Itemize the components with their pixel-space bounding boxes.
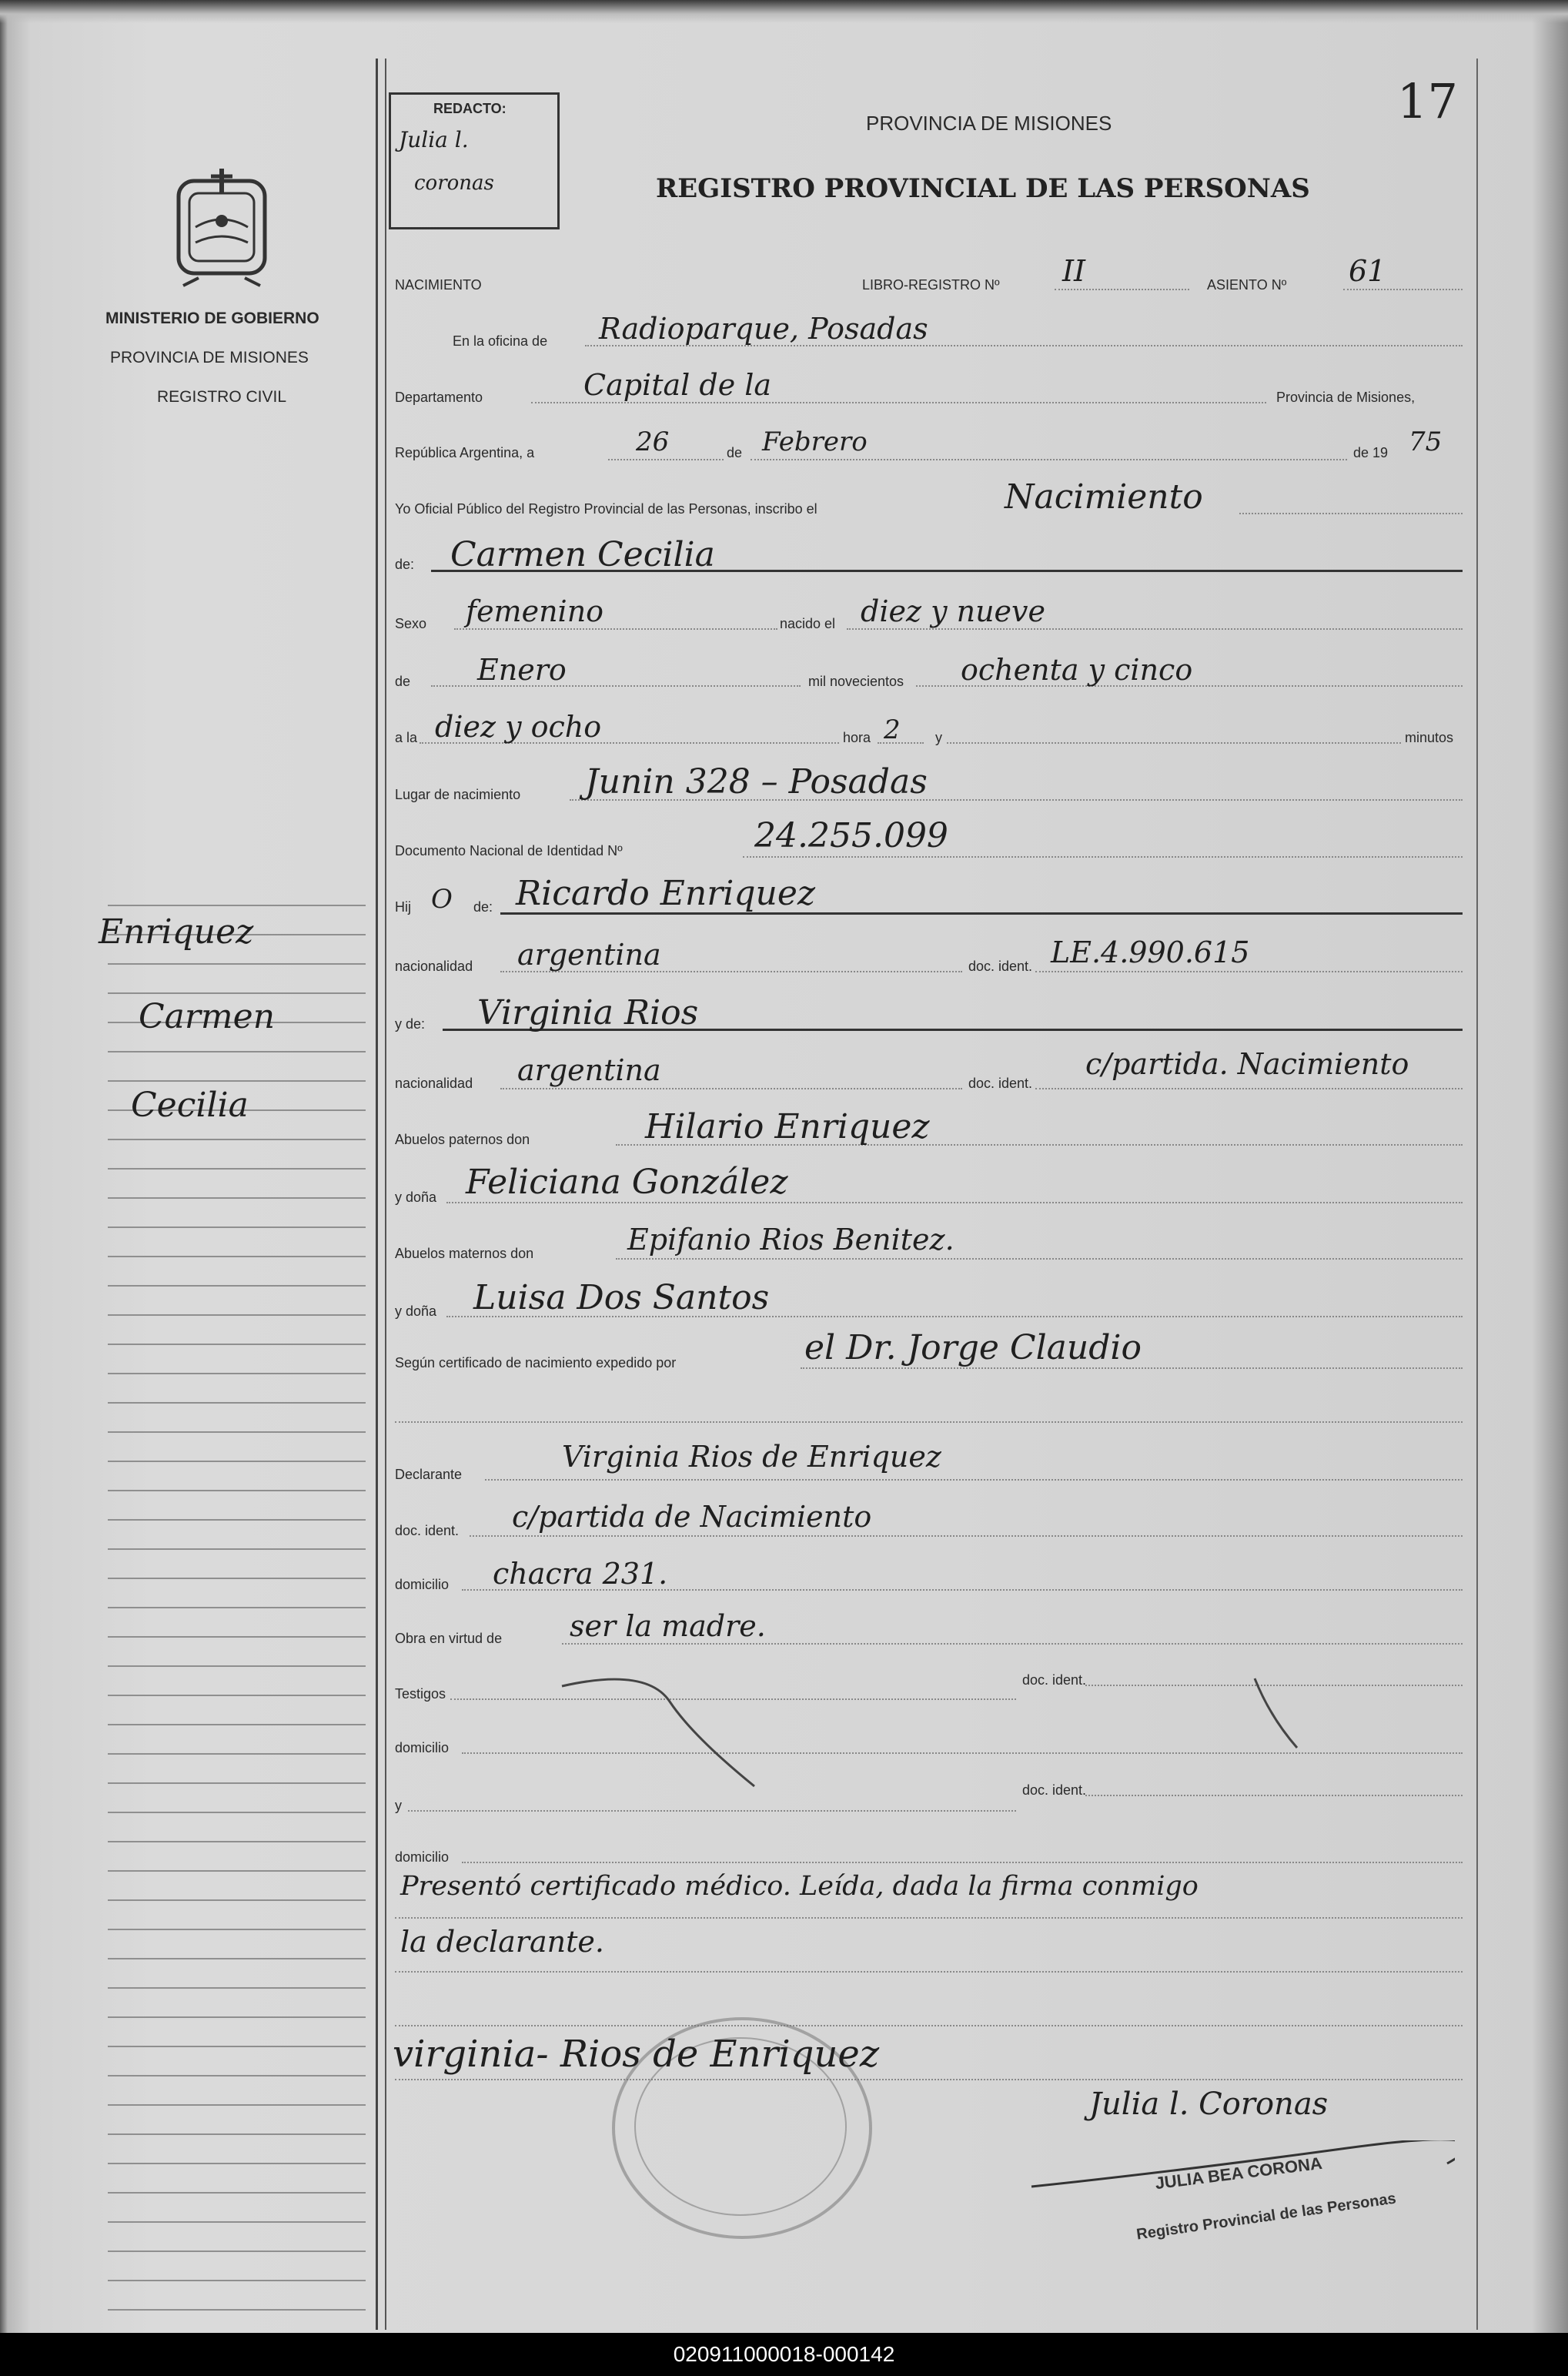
margin-surname: Enriquez bbox=[99, 912, 254, 952]
margin-rule-line bbox=[108, 1226, 366, 1228]
form-rule-line bbox=[408, 1810, 1016, 1812]
redacto-name-line1: Julia l. bbox=[399, 127, 469, 152]
label-lugar: Lugar de nacimiento bbox=[395, 787, 521, 802]
form-rule-line bbox=[485, 1479, 1463, 1481]
label-obra: Obra en virtud de bbox=[395, 1631, 503, 1646]
label-documento: Documento Nacional de Identidad Nº bbox=[395, 843, 623, 858]
margin-rule-line bbox=[108, 1197, 366, 1199]
header-registry: REGISTRO PROVINCIAL DE LAS PERSONAS bbox=[656, 173, 1310, 204]
margin-rule-line bbox=[108, 992, 366, 994]
label-minutos: minutos bbox=[1405, 730, 1454, 745]
signature-oficial: Julia l. Coronas bbox=[1089, 2087, 1329, 2122]
margin-rule-line bbox=[108, 1753, 366, 1755]
label-y-dona-pat: y doña bbox=[395, 1190, 437, 1205]
label-de-anio: de 19 bbox=[1353, 445, 1389, 460]
value-mes: Febrero bbox=[762, 427, 868, 457]
label-de-nombre: de: bbox=[395, 557, 415, 572]
value-abuela-pat: Feliciana González bbox=[466, 1163, 788, 1202]
value-dia: 26 bbox=[636, 427, 670, 457]
label-mil-novecientos: mil novecientos bbox=[808, 674, 904, 689]
form-rule-line bbox=[947, 742, 1401, 744]
value-obra: ser la madre. bbox=[570, 1609, 766, 1643]
label-nacionalidad-padre: nacionalidad bbox=[395, 959, 473, 974]
form-rule-line bbox=[1343, 289, 1463, 290]
margin-rule-line bbox=[108, 2192, 366, 2194]
value-hijo-letra: O bbox=[431, 884, 453, 915]
form-rule-line bbox=[395, 1421, 1463, 1423]
form-rule-line bbox=[395, 2079, 1463, 2080]
margin-rule-line bbox=[108, 1899, 366, 1901]
value-dni: 24.255.099 bbox=[754, 816, 948, 855]
label-de-mes-nac: de bbox=[395, 674, 411, 689]
margin-rule-line bbox=[108, 1695, 366, 1696]
value-libro: II bbox=[1062, 254, 1086, 288]
form-rule-line bbox=[751, 459, 1347, 460]
value-nota1: Presentó certificado médico. Leída, dada la firma conmigo bbox=[400, 1871, 1199, 1902]
label-departamento: Departamento bbox=[395, 390, 483, 405]
margin-rule-line bbox=[108, 2133, 366, 2135]
margin-rule-line bbox=[108, 1139, 366, 1140]
margin-rule-line bbox=[108, 1402, 366, 1404]
redacto-name-line2: coronas bbox=[414, 172, 494, 195]
institution-ministry: MINISTERIO DE GOBIERNO bbox=[105, 310, 319, 327]
value-acto: Nacimiento bbox=[1005, 477, 1203, 517]
margin-rule-line bbox=[108, 1929, 366, 1930]
margin-rule-line bbox=[108, 1782, 366, 1784]
margin-rule-line bbox=[108, 1051, 366, 1052]
label-domicilio: domicilio bbox=[395, 1577, 450, 1592]
value-nota2: la declarante. bbox=[400, 1925, 604, 1959]
label-y-testigo2: y bbox=[395, 1798, 402, 1813]
label-hora: hora bbox=[843, 730, 871, 745]
label-doc-ident-madre: doc. ident. bbox=[968, 1076, 1033, 1091]
margin-rule-line bbox=[108, 1344, 366, 1345]
margin-rule-line bbox=[108, 1987, 366, 1989]
label-a-las: a la bbox=[395, 730, 418, 745]
page-top-shadow bbox=[0, 0, 1568, 23]
form-rule-line bbox=[1035, 1088, 1463, 1089]
form-rule-line bbox=[454, 628, 777, 630]
value-declarante-doc: c/partida de Nacimiento bbox=[512, 1500, 872, 1534]
margin-rule-line bbox=[108, 1841, 366, 1842]
label-abuelos-paternos: Abuelos paternos don bbox=[395, 1132, 530, 1147]
margin-rule-line bbox=[108, 2251, 366, 2252]
document-id-footer: 020911000018-000142 bbox=[0, 2333, 1568, 2376]
label-de-mes: de bbox=[727, 445, 743, 460]
form-rule-line bbox=[500, 1088, 962, 1089]
margin-divider bbox=[376, 59, 378, 2330]
value-declarante: Virginia Rios de Enriquez bbox=[562, 1440, 941, 1474]
form-rule-line bbox=[616, 1258, 1463, 1260]
value-padre: Ricardo Enriquez bbox=[516, 874, 816, 913]
coat-of-arms-icon bbox=[168, 166, 276, 289]
form-rule-line bbox=[395, 1917, 1463, 1919]
margin-rule-line bbox=[108, 2163, 366, 2164]
form-rule-line bbox=[470, 1535, 1463, 1537]
margin-rule-line bbox=[108, 1519, 366, 1521]
label-nacido-el: nacido el bbox=[780, 616, 836, 631]
value-domicilio: chacra 231. bbox=[493, 1557, 668, 1591]
value-hora-nac: diez y ocho bbox=[435, 710, 602, 744]
value-abuela-mat: Luisa Dos Santos bbox=[473, 1278, 770, 1317]
label-asiento: ASIENTO Nº bbox=[1207, 277, 1287, 293]
margin-rule-line bbox=[108, 1548, 366, 1550]
margin-rule-line bbox=[108, 1314, 366, 1316]
label-republica: República Argentina, a bbox=[395, 445, 535, 460]
signature-declarante: virginia- Rios de Enriquez bbox=[393, 2033, 880, 2076]
label-segun: Según certificado de nacimiento expedido por bbox=[395, 1355, 677, 1370]
form-rule-line bbox=[1035, 971, 1463, 972]
value-padre-nac: argentina bbox=[517, 938, 661, 972]
margin-rule-line bbox=[108, 905, 366, 906]
margin-rule-line bbox=[108, 1461, 366, 1462]
header-province: PROVINCIA DE MISIONES bbox=[866, 112, 1112, 135]
margin-rule-line bbox=[108, 1665, 366, 1667]
label-sexo: Sexo bbox=[395, 616, 427, 631]
label-doc-ident-declarante: doc. ident. bbox=[395, 1523, 460, 1538]
margin-rule-line bbox=[108, 1724, 366, 1725]
label-nacionalidad-madre: nacionalidad bbox=[395, 1076, 473, 1091]
value-departamento: Capital de la bbox=[583, 368, 772, 402]
label-de-padre: de: bbox=[473, 899, 493, 915]
redacto-label: REDACTO: bbox=[433, 101, 507, 116]
value-abuelo-mat: Epifanio Rios Benitez. bbox=[627, 1223, 955, 1257]
margin-divider-inner bbox=[385, 59, 386, 2330]
margin-name1: Carmen bbox=[139, 997, 276, 1036]
value-asiento: 61 bbox=[1349, 254, 1386, 288]
label-declarante: Declarante bbox=[395, 1467, 463, 1482]
form-rule-line bbox=[446, 1202, 1463, 1203]
right-frame-line bbox=[1476, 59, 1478, 2330]
institution-registry: REGISTRO CIVIL bbox=[157, 388, 287, 406]
label-oficina: En la oficina de bbox=[453, 333, 548, 349]
margin-rule-line bbox=[108, 2046, 366, 2047]
value-hora-num: 2 bbox=[884, 714, 901, 745]
margin-rule-line bbox=[108, 1958, 366, 1959]
value-madre-nac: argentina bbox=[517, 1053, 661, 1087]
margin-rule-line bbox=[108, 1578, 366, 1579]
margin-rule-line bbox=[108, 2016, 366, 2018]
value-nacido-el: diez y nueve bbox=[861, 594, 1046, 628]
value-mes-nac: Enero bbox=[477, 653, 567, 687]
value-certificado: el Dr. Jorge Claudio bbox=[804, 1328, 1142, 1367]
margin-rule-line bbox=[108, 1080, 366, 1082]
value-padre-doc: LE.4.990.615 bbox=[1051, 935, 1250, 969]
value-oficina: Radioparque, Posadas bbox=[599, 312, 928, 346]
label-hij: Hij bbox=[395, 899, 411, 915]
margin-rule-line bbox=[108, 2075, 366, 2076]
label-y-min: y bbox=[935, 730, 942, 745]
form-rule-line bbox=[395, 1971, 1463, 1973]
value-anio-nac: ochenta y cinco bbox=[961, 653, 1193, 687]
form-rule-line bbox=[462, 1862, 1463, 1863]
margin-rule-line bbox=[108, 1285, 366, 1287]
label-testigos: Testigos bbox=[395, 1686, 446, 1702]
label-doc-ident-padre: doc. ident. bbox=[968, 959, 1033, 974]
margin-rule-line bbox=[108, 2221, 366, 2223]
value-madre-doc: c/partida. Nacimiento bbox=[1085, 1047, 1409, 1081]
margin-rule-line bbox=[108, 963, 366, 965]
redacto-box bbox=[389, 92, 560, 229]
form-rule-line bbox=[562, 1643, 1463, 1645]
margin-rule-line bbox=[108, 1490, 366, 1491]
value-nombre: Carmen Cecilia bbox=[450, 535, 715, 574]
value-sexo: femenino bbox=[466, 594, 604, 628]
label-abuelos-maternos: Abuelos maternos don bbox=[395, 1246, 534, 1261]
margin-rule-line bbox=[108, 2104, 366, 2106]
label-domicilio-testigo1: domicilio bbox=[395, 1740, 450, 1755]
label-doc-ident-testigo1: doc. ident. bbox=[1022, 1672, 1087, 1688]
margin-rule-line bbox=[108, 1373, 366, 1374]
stamp-official-name: JULIA BEA CORONA bbox=[1154, 2153, 1324, 2194]
form-rule-line bbox=[801, 1367, 1463, 1369]
margin-rule-line bbox=[108, 1870, 366, 1872]
margin-rule-line bbox=[108, 1607, 366, 1608]
form-rule-line bbox=[847, 628, 1463, 630]
form-rule-line bbox=[1055, 289, 1189, 290]
page-number: 17 bbox=[1397, 73, 1458, 129]
institution-province: PROVINCIA DE MISIONES bbox=[110, 349, 309, 366]
form-rule-line bbox=[608, 459, 724, 460]
value-lugar: Junin 328 – Posadas bbox=[585, 762, 928, 801]
label-y-de-madre: y de: bbox=[395, 1016, 426, 1032]
form-rule-line bbox=[395, 2025, 1463, 2026]
margin-name2: Cecilia bbox=[131, 1086, 249, 1125]
label-yo-oficial: Yo Oficial Público del Registro Provincial de las Personas, inscribo el bbox=[395, 501, 817, 517]
margin-rule-line bbox=[108, 1256, 366, 1257]
label-doc-ident-testigo2: doc. ident. bbox=[1022, 1782, 1087, 1798]
value-madre: Virginia Rios bbox=[477, 993, 699, 1032]
value-anio: 75 bbox=[1409, 427, 1443, 457]
label-provincia-misiones: Provincia de Misiones, bbox=[1276, 390, 1416, 405]
value-abuelo-pat: Hilario Enriquez bbox=[645, 1107, 930, 1146]
label-nacimiento: NACIMIENTO bbox=[395, 277, 482, 293]
margin-rule-line bbox=[108, 1636, 366, 1638]
witness-void-marks bbox=[539, 1671, 1309, 1809]
margin-rule-line bbox=[108, 2280, 366, 2281]
label-libro: LIBRO-REGISTRO Nº bbox=[862, 277, 1000, 293]
form-rule-line bbox=[1239, 513, 1463, 514]
margin-rule-line bbox=[108, 1431, 366, 1433]
margin-rule-line bbox=[108, 2309, 366, 2311]
stamp-official-office: Registro Provincial de las Personas bbox=[1135, 2190, 1397, 2244]
label-domicilio-testigo2: domicilio bbox=[395, 1849, 450, 1865]
form-rule-line bbox=[531, 402, 1266, 403]
form-rule-line bbox=[743, 856, 1463, 858]
label-y-dona-mat: y doña bbox=[395, 1303, 437, 1319]
margin-rule-line bbox=[108, 1812, 366, 1813]
margin-rule-line bbox=[108, 1168, 366, 1170]
